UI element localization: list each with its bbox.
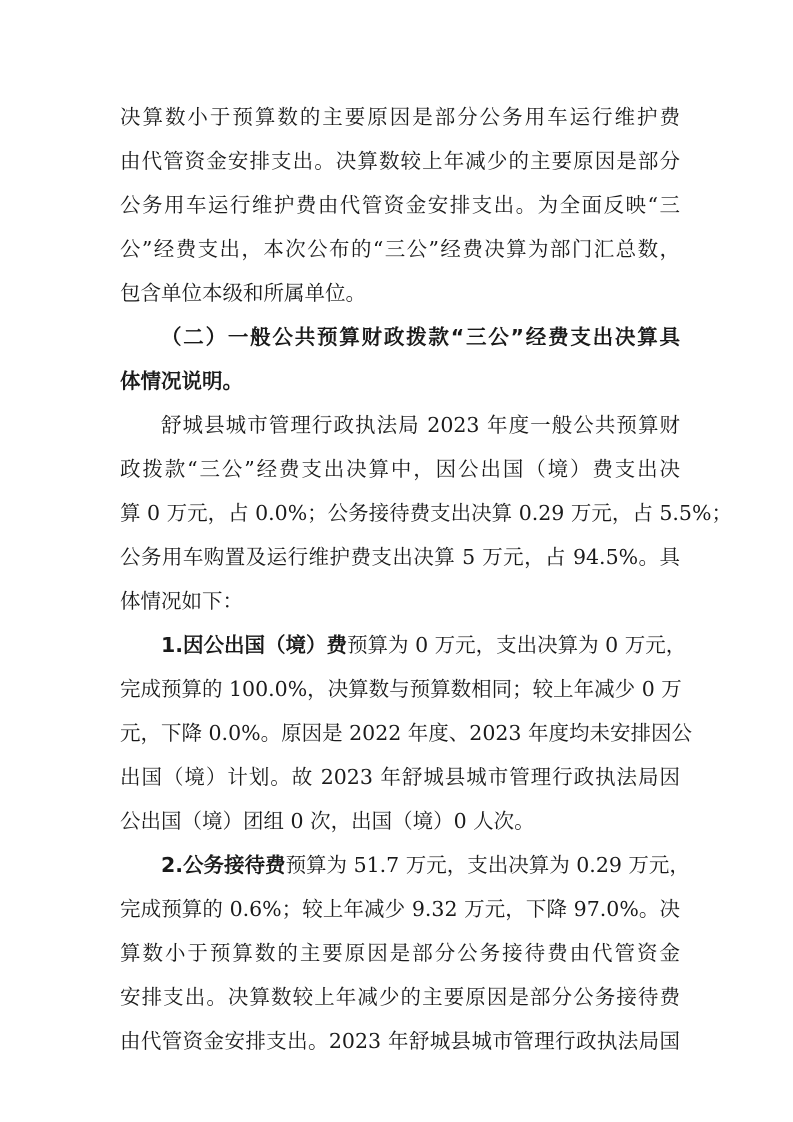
paragraph-line: 出国（境）计划。故 2023 年舒城县城市管理行政执法局因 bbox=[120, 765, 680, 789]
paragraph-line: 公务用车运行维护费由代管资金安排支出。为全面反映“三 bbox=[120, 193, 680, 217]
paragraph-line: 包含单位本级和所属单位。 bbox=[120, 281, 366, 305]
paragraph-line: 完成预算的 100.0%，决算数与预算数相同；较上年减少 0 万 bbox=[120, 677, 682, 701]
paragraph-line: 算 0 万元，占 0.0%；公务接待费支出决算 0.29 万元，占 5.5%； bbox=[120, 501, 732, 525]
paragraph-line: 安排支出。决算数较上年减少的主要原因是部分公务接待费 bbox=[120, 985, 680, 1009]
item-heading-line bbox=[161, 849, 690, 881]
paragraph-line: 由代管资金安排支出。决算数较上年减少的主要原因是部分 bbox=[120, 149, 680, 173]
item-lead: 1.因公出国（境）费 bbox=[161, 633, 348, 657]
paragraph-line: 完成预算的 0.6%；较上年减少 9.32 万元，下降 97.0%。决 bbox=[120, 897, 680, 921]
paragraph-line: 公务用车购置及运行维护费支出决算 5 万元，占 94.5%。具 bbox=[120, 545, 680, 569]
paragraph-line: 体情况如下： bbox=[120, 589, 243, 613]
item-lead: 2.公务接待费 bbox=[161, 853, 286, 877]
paragraph-line: 决算数小于预算数的主要原因是部分公务用车运行维护费 bbox=[120, 105, 680, 129]
paragraph-line: 舒城县城市管理行政执法局 2023 年度一般公共预算财 bbox=[161, 413, 680, 437]
item-heading-line bbox=[161, 629, 687, 661]
paragraph-line: 元，下降 0.0%。原因是 2022 年度、2023 年度均未安排因公 bbox=[120, 721, 692, 745]
paragraph-line: 政拨款“三公”经费支出决算中，因公出国（境）费支出决 bbox=[120, 457, 680, 481]
item-rest: 预算为 51.7 万元，支出决算为 0.29 万元， bbox=[285, 853, 690, 877]
paragraph-line: 由代管资金安排支出。2023 年舒城县城市管理行政执法局国 bbox=[120, 1029, 680, 1053]
paragraph-line: 公出国（境）团组 0 次，出国（境）0 人次。 bbox=[120, 809, 535, 833]
paragraph-line: 公”经费支出，本次公布的“三公”经费决算为部门汇总数， bbox=[120, 237, 680, 261]
paragraph-line: 算数小于预算数的主要原因是部分公务接待费由代管资金 bbox=[120, 941, 680, 965]
section-heading: （二）一般公共预算财政拨款“三公”经费支出决算具 bbox=[161, 325, 680, 349]
section-heading: 体情况说明。 bbox=[120, 369, 243, 393]
item-rest: 预算为 0 万元，支出决算为 0 万元， bbox=[347, 633, 687, 657]
